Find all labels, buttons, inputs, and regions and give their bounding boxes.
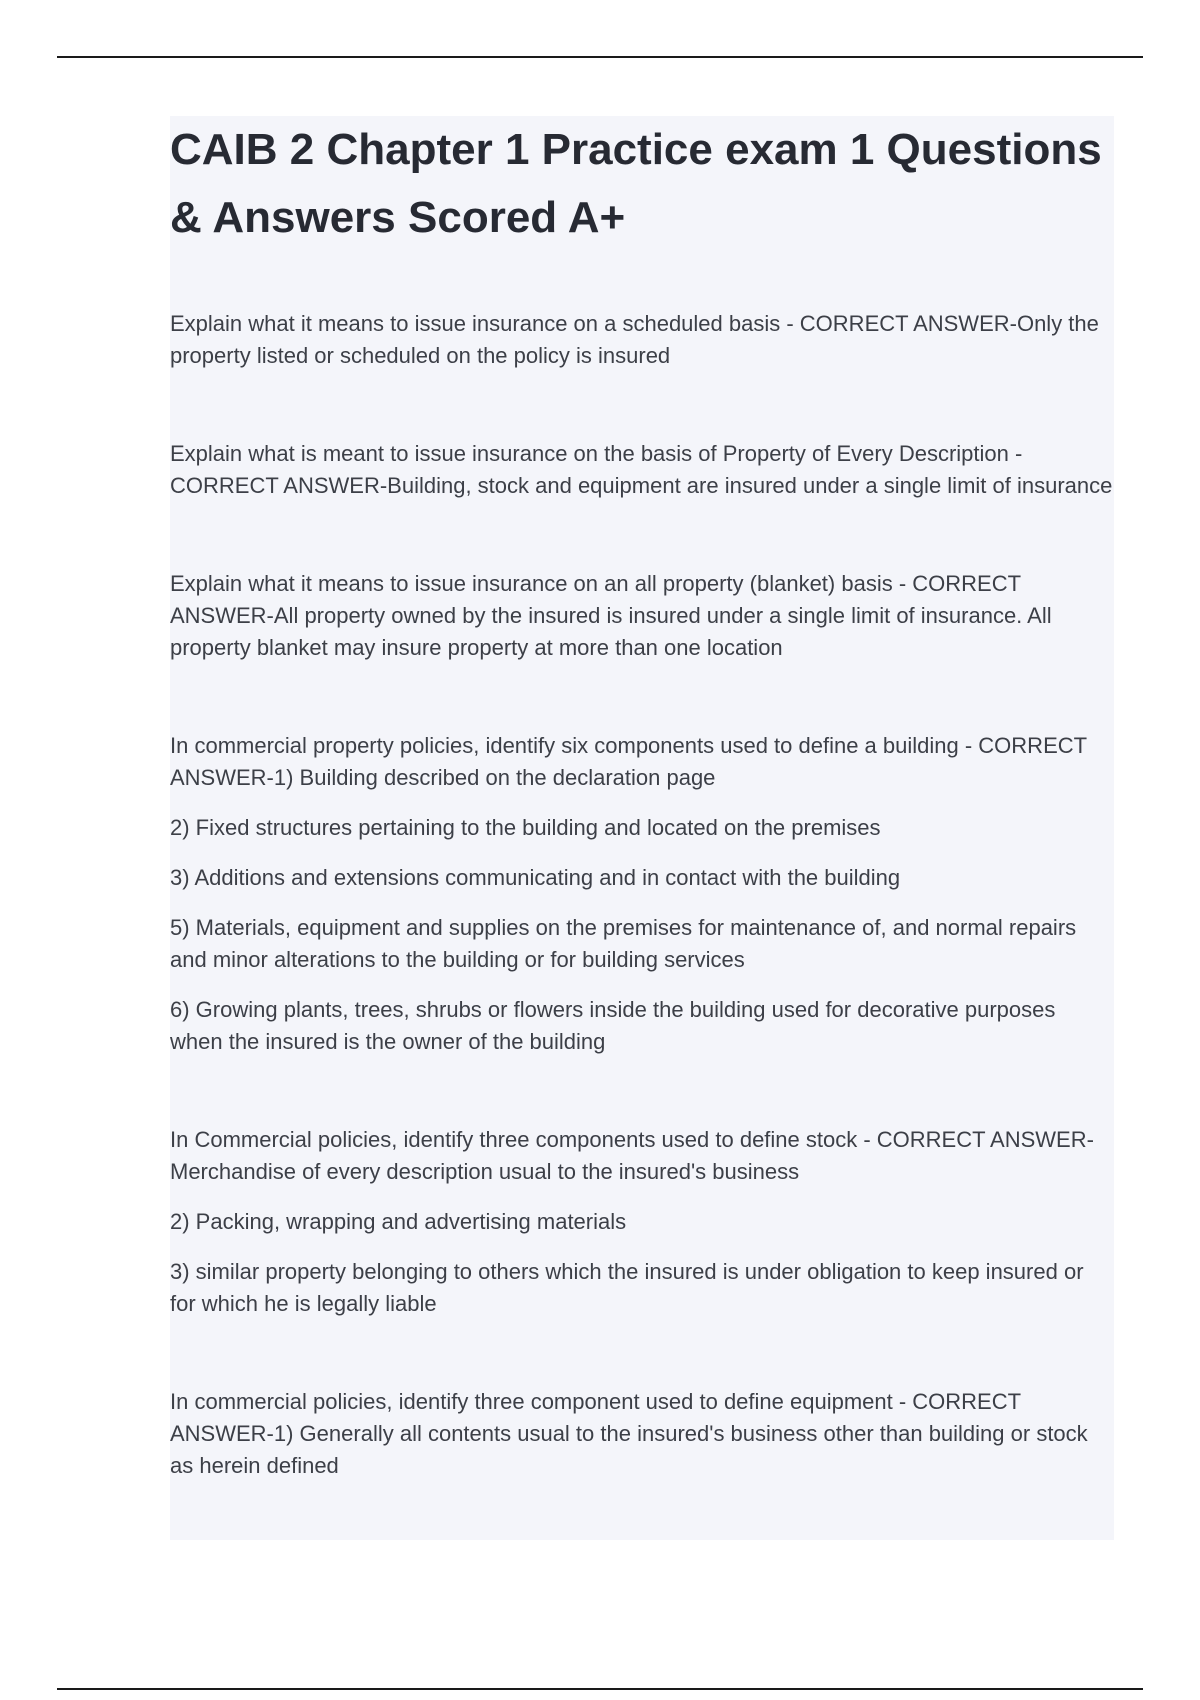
qa-list (170, 308, 1114, 1482)
qa-paragraph: 5) Materials, equipment and supplies on the premises for maintenance of, and normal repairs and minor alterations to the building or for building services (170, 915, 1077, 972)
qa-paragraph: In commercial policies, identify three component used to define equipment - CORRECT ANSWER-1) Generally all contents usual to the insured's business other than building or stock as herein defined (170, 1389, 1088, 1478)
qa-paragraph: In commercial property policies, identify six components used to define a building - CORRECT ANSWER-1) Building described on the declaration page (170, 733, 1087, 790)
qa-paragraph: 3) Additions and extensions communicating and in contact with the building (170, 865, 901, 890)
qa-paragraph: 3) similar property belonging to others which the insured is under obligation to keep insured or for which he is legally liable (170, 1259, 1084, 1316)
qa-item (170, 308, 1114, 372)
qa-item (170, 438, 1114, 502)
qa-item (170, 730, 1114, 1058)
qa-item (170, 568, 1114, 664)
qa-paragraph: Explain what it means to issue insurance on a scheduled basis - CORRECT ANSWER-Only the property listed or scheduled on the policy is insured (170, 311, 1099, 368)
qa-paragraph: Explain what is meant to issue insurance on the basis of Property of Every Description - CORRECT ANSWER-Building, stock and equipment are insured under a single limit of insurance (170, 441, 1113, 498)
qa-paragraph: In Commercial policies, identify three components used to define stock - CORRECT ANSWER-Merchandise of every description usual to the insured's business (170, 1127, 1094, 1184)
qa-item (170, 1124, 1114, 1320)
document-title: CAIB 2 Chapter 1 Practice exam 1 Questions & Answers Scored A+ (170, 125, 1102, 242)
qa-paragraph: 6) Growing plants, trees, shrubs or flowers inside the building used for decorative purposes when the insured is the owner of the building (170, 997, 1056, 1054)
qa-paragraph: Explain what it means to issue insurance on an all property (blanket) basis - CORRECT ANSWER-All property owned by the insured is insured under a single limit of insurance. All property blanket may insure property at more than one location (170, 571, 1052, 660)
document-body (170, 116, 1114, 1540)
top-rule (57, 56, 1143, 58)
qa-paragraph: 2) Fixed structures pertaining to the building and located on the premises (170, 815, 881, 840)
qa-paragraph: 2) Packing, wrapping and advertising materials (170, 1209, 627, 1234)
bottom-rule (57, 1688, 1143, 1690)
qa-item (170, 1386, 1114, 1482)
